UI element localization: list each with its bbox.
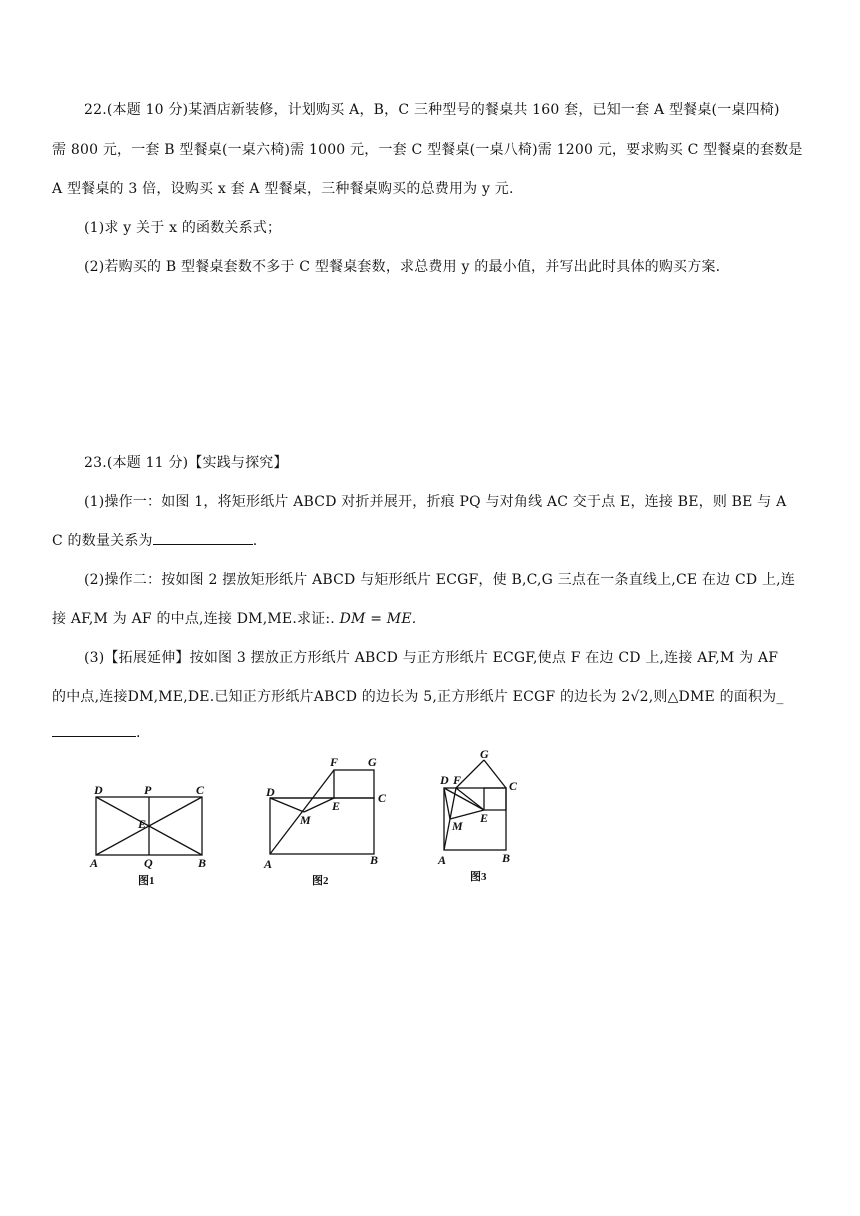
fig3-label-m: M: [452, 819, 463, 833]
fig2-label-a: A: [264, 857, 273, 871]
fig1-label-q: Q: [144, 856, 153, 870]
fig3-label-f: F: [453, 773, 462, 787]
fig1-label-b: B: [198, 856, 207, 870]
q23-title: 23.(本题 11 分)【实践与探究】: [84, 455, 288, 471]
fig3-line-dm: [444, 788, 450, 819]
fig2-label-m: M: [300, 813, 311, 827]
fig1-label-a: A: [90, 856, 99, 870]
fig3-square-ecgf-base: [484, 788, 506, 810]
q23-p2-text: 接 AF,M 为 AF 的中点,连接 DM,ME.求证:.: [52, 611, 340, 627]
q22-line3: A 型餐桌的 3 倍，设购买 x 套 A 型餐桌，三种餐桌购买的总费用为 y 元.: [52, 181, 514, 197]
fig3-label-b: B: [502, 851, 511, 865]
fig2-label-d: D: [266, 785, 275, 799]
q23-p2-math: DM = ME.: [339, 611, 417, 627]
fig2-label-b: B: [370, 853, 379, 867]
fig3-label-d: D: [440, 773, 449, 787]
fig2-label-g: G: [368, 755, 377, 769]
fig3-label-c: C: [509, 779, 518, 793]
fig1-label-c: C: [196, 783, 205, 797]
fig3-label-e: E: [480, 811, 489, 825]
fig3-label-a: A: [438, 853, 447, 867]
q23-p3-line3: [52, 724, 141, 742]
q23-p3-line1: (3)【拓展延伸】按如图 3 摆放正方形纸片 ABCD 与正方形纸片 ECGF,使点 F 在边 CD 上,连接 AF,M 为 AF: [84, 650, 779, 666]
fig2-line-me: [304, 798, 334, 812]
q23-p2-line1: (2)操作二：按如图 2 摆放矩形纸片 ABCD 与矩形纸片 ECGF，使 B,C,G 三点在一条直线上,CE 在边 CD 上,连: [84, 572, 796, 588]
fig2-label-f: F: [330, 755, 339, 769]
fig3-line-gc: [484, 760, 506, 788]
q23-p1-end: .: [252, 533, 258, 549]
answer-blank-2[interactable]: [52, 724, 136, 737]
fig2-rectangle-abcd: [270, 798, 374, 854]
figure-3: [436, 748, 536, 888]
fig1-label-p: P: [144, 783, 152, 797]
fig2-label-c: C: [378, 791, 387, 805]
q23-p2-line2: [52, 610, 416, 628]
figure-2: [260, 750, 400, 890]
q23-p3-end: .: [136, 725, 141, 741]
fig2-line-af: [270, 770, 334, 854]
q22-part1: (1)求 y 关于 x 的函数关系式；: [84, 220, 282, 236]
q22-line1: 22.(本题 10 分)某酒店新装修，计划购买 A，B，C 三种型号的餐桌共 160 套，已知一套 A 型餐桌(一桌四椅): [84, 102, 780, 118]
q22-part2: (2)若购买的 B 型餐桌套数不多于 C 型餐桌套数，求总费用 y 的最小值，并写出此时具体的购买方案.: [84, 259, 721, 275]
answer-blank-1[interactable]: [153, 532, 253, 545]
fig1-caption: 图1: [138, 875, 155, 887]
q23-p1-text: C 的数量关系为: [52, 533, 153, 549]
q22-line2: 需 800 元，一套 B 型餐桌(一桌六椅)需 1000 元，一套 C 型餐桌(一桌八椅)需 1200 元，要求购买 C 型餐桌的套数是: [52, 142, 803, 158]
fig3-label-g: G: [480, 748, 489, 761]
fig2-caption: 图2: [312, 875, 329, 887]
fig3-caption: 图3: [470, 871, 487, 883]
figure-1: [86, 780, 216, 890]
fig1-label-e: E: [138, 817, 147, 831]
fig2-label-e: E: [332, 799, 341, 813]
fig2-line-dm: [270, 798, 304, 812]
fig1-label-d: D: [94, 783, 103, 797]
fig3-line-fe: [456, 788, 484, 810]
fig3-line-me: [450, 810, 484, 819]
fig2-rectangle-ecgf: [334, 770, 374, 798]
fig3-line-de: [444, 788, 484, 810]
q23-p3-line2: 的中点,连接DM,ME,DE.已知正方形纸片ABCD 的边长为 5,正方形纸片 ECGF 的边长为 2√2,则△DME 的面积为_: [52, 689, 784, 705]
q23-p1-line2: [52, 532, 257, 550]
q23-p1-line1: (1)操作一：如图 1，将矩形纸片 ABCD 对折并展开，折痕 PQ 与对角线 AC 交于点 E，连接 BE，则 BE 与 A: [84, 494, 787, 510]
